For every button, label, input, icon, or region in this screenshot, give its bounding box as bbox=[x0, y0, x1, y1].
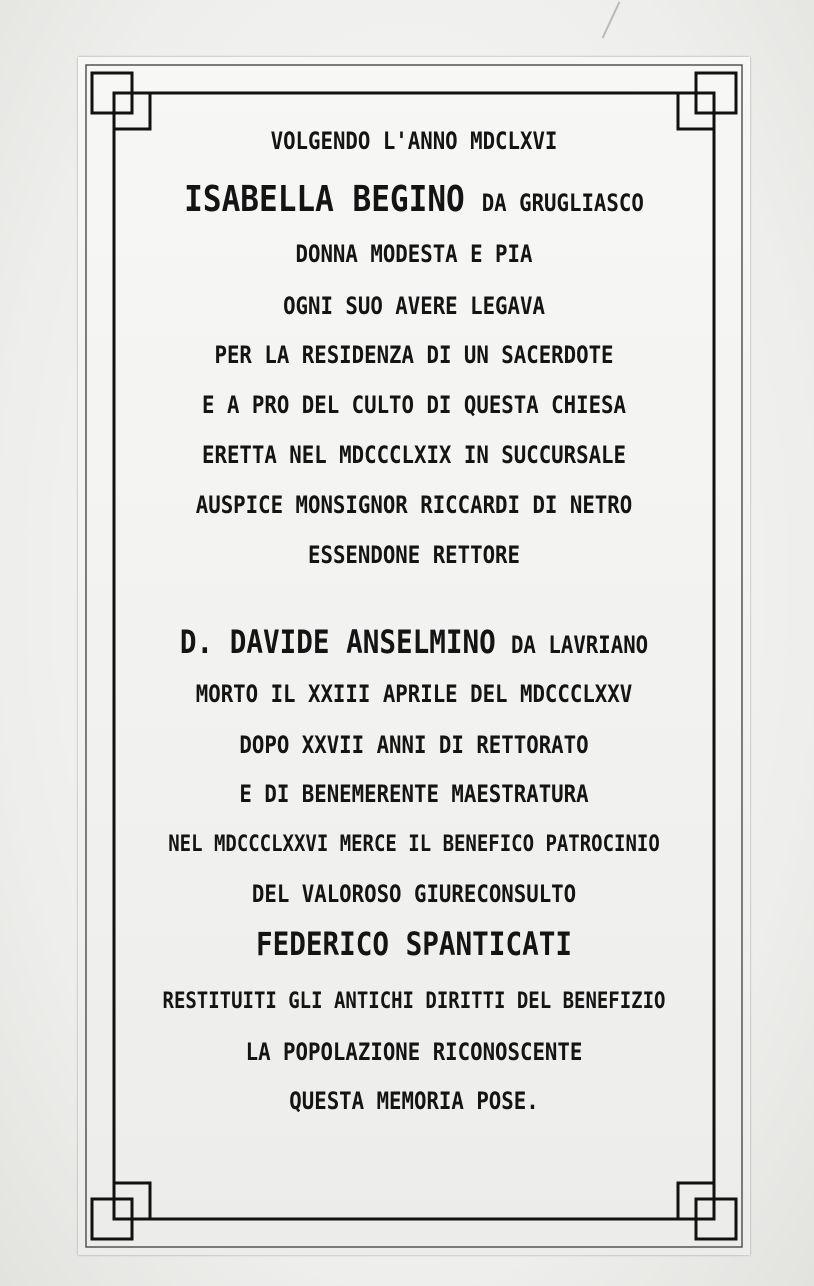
inscription-line-19: QUESTA MEMORIA POSE. bbox=[289, 1087, 539, 1115]
inscription-line-4: OGNI SUO AVERE LEGAVA bbox=[283, 292, 545, 320]
inscription-line-10 bbox=[124, 623, 704, 661]
inscription-line-2 bbox=[124, 179, 704, 220]
memorial-plaque bbox=[78, 57, 750, 1255]
inscription-line-7: ERETTA NEL MDCCCLXIX IN SUCCURSALE bbox=[202, 441, 626, 469]
inscription-line-15: DEL VALOROSO GIURECONSULTO bbox=[251, 880, 577, 908]
inscription-line-9: ESSENDONE RETTORE bbox=[307, 541, 520, 569]
inscription-line-18: LA POPOLAZIONE RICONOSCENTE bbox=[245, 1038, 583, 1066]
rector-name: D. DAVIDE ANSELMINO bbox=[179, 623, 496, 661]
inscription-line-12: DOPO XXVII ANNI DI RETTORATO bbox=[239, 731, 589, 759]
inscription-line-17: RESTITUITI GLI ANTICHI DIRITTI DEL BENEFIZIO bbox=[162, 989, 666, 1014]
benefactor-origin: DA GRUGLIASCO bbox=[481, 189, 644, 217]
inscription-line-1: VOLGENDO L'ANNO MDCLXVI bbox=[270, 127, 558, 155]
inscription-line-16: FEDERICO SPANTICATI bbox=[256, 925, 572, 963]
inscription-line-14: NEL MDCCCLXXVI MERCE IL BENEFICO PATROCINIO bbox=[168, 832, 660, 857]
inscription-line-3: DONNA MODESTA E PIA bbox=[295, 240, 533, 268]
inscription-line-5: PER LA RESIDENZA DI UN SACERDOTE bbox=[214, 341, 614, 369]
rector-origin: DA LAVRIANO bbox=[510, 631, 649, 659]
inscription-line-8: AUSPICE MONSIGNOR RICCARDI DI NETRO bbox=[195, 491, 633, 519]
inscription-line-13: E DI BENEMERENTE MAESTRATURA bbox=[239, 780, 589, 808]
benefactor-name: ISABELLA BEGINO bbox=[184, 179, 465, 220]
inscription-line-6: E A PRO DEL CULTO DI QUESTA CHIESA bbox=[202, 391, 626, 419]
wall-crack bbox=[602, 1, 621, 38]
inscription-line-11: MORTO IL XXIII APRILE DEL MDCCCLXXV bbox=[195, 680, 633, 708]
